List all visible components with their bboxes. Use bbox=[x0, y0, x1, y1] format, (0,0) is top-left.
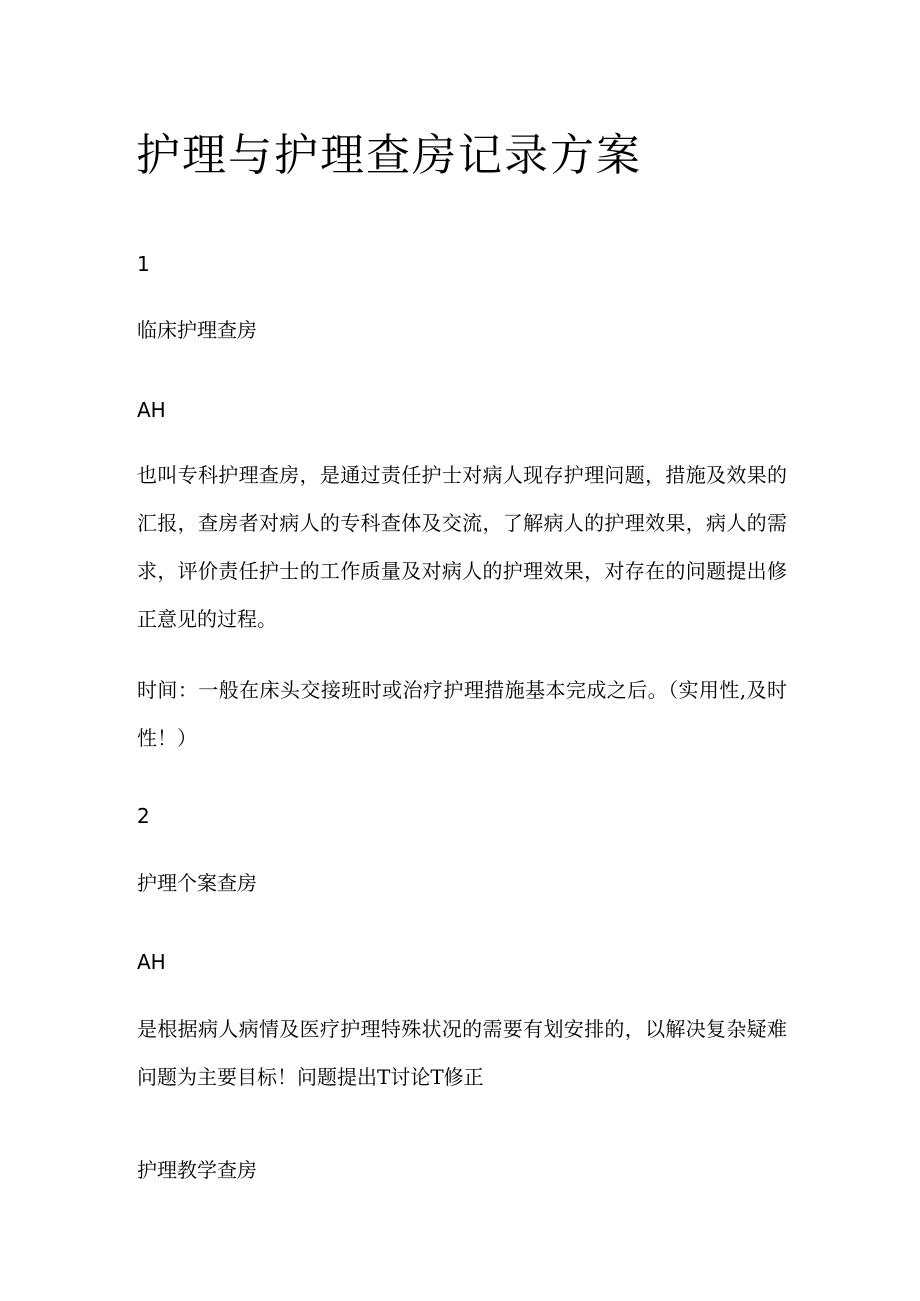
section-marker-1: AH bbox=[137, 398, 166, 422]
section-heading-teaching-rounds: 护理教学查房 bbox=[137, 1158, 257, 1182]
section-number-2: 2 bbox=[137, 804, 150, 828]
section-1-time-note: 时间：一般在床头交接班时或治疗护理措施基本完成之后。（实用性,及时性！） bbox=[137, 678, 787, 750]
section-2-paragraph: 是根据病人病情及医疗护理特殊状况的需要有划安排的，以解决复杂疑难问题为主要目标！问题提出T讨论T修正 bbox=[137, 1017, 787, 1089]
section-heading-case-rounds: 护理个案查房 bbox=[137, 871, 257, 895]
document-title: 护理与护理查房记录方案 bbox=[136, 130, 642, 181]
section-heading-clinical-rounds: 临床护理查房 bbox=[137, 318, 257, 342]
section-marker-2: AH bbox=[137, 950, 166, 974]
section-1-paragraph: 也叫专科护理查房，是通过责任护士对病人现存护理问题，措施及效果的汇报，查房者对病人的专科查体及交流，了解病人的护理效果，病人的需求，评价责任护士的工作质量及对病人的护理效果，对存在的问题提出修正意见的过程。 bbox=[137, 463, 787, 631]
section-number-1: 1 bbox=[137, 252, 150, 276]
